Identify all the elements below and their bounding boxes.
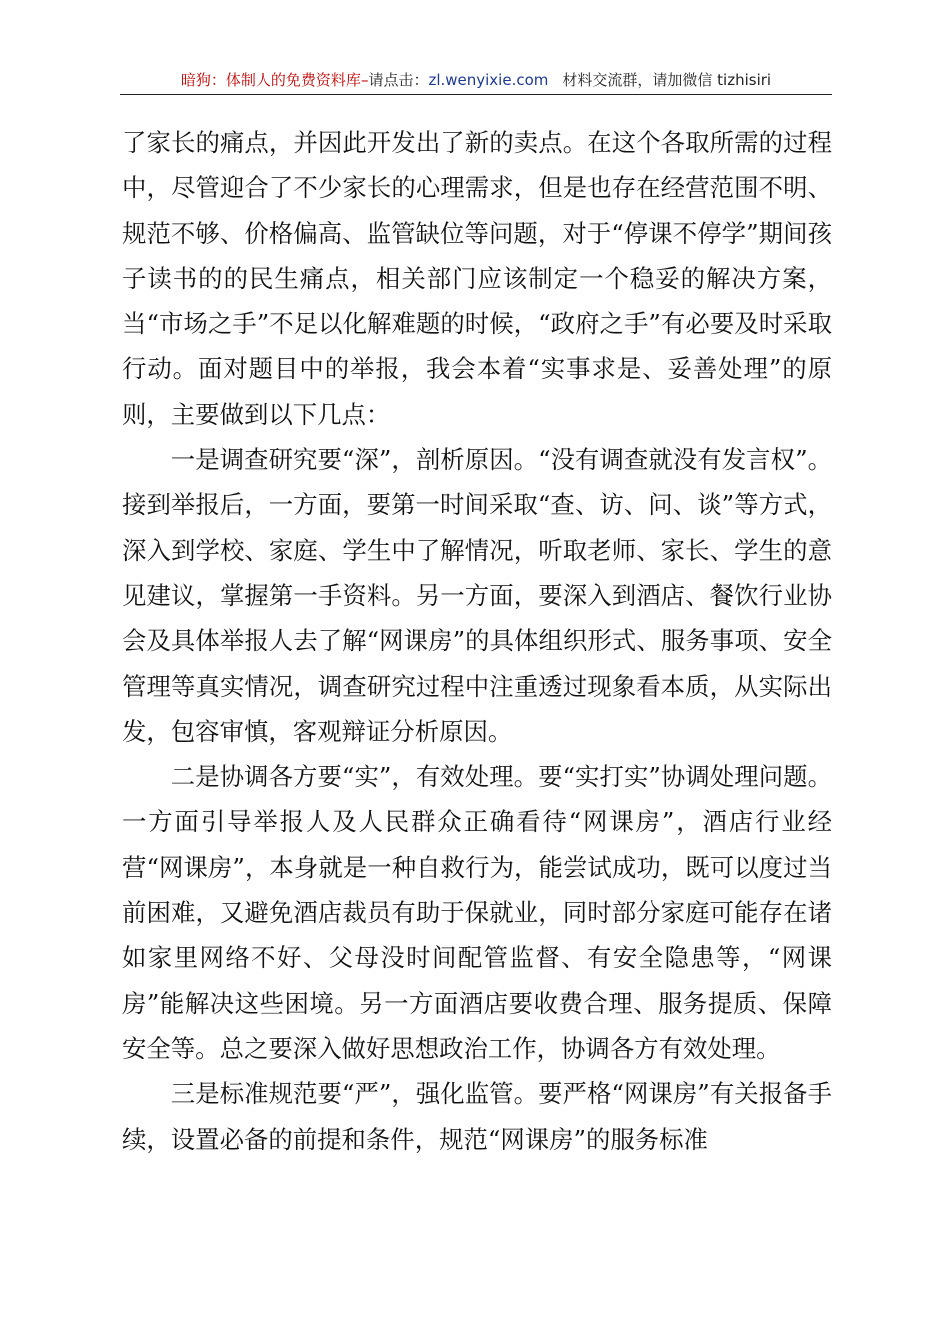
header-prompt: 请点击： <box>368 71 429 89</box>
paragraph-coordination: 二是协调各方要“实”，有效处理。要“实打实”协调处理问题。一方面引导举报人及人民群众正确看待“网课房”，酒店行业经营“网课房”，本身就是一种自救行为，能尝试成功，既可以度过当前困难，又避免酒店裁员有助于保就业，同时部分家庭可能存在诸如家里网络不好、父母没时间配管监督、有安全隐患等，“网课房”能解决这些困境。另一方面酒店要收费合理、服务提质、保障安全等。总之要深入做好思想政治工作，协调各方有效处理。 <box>122 762 832 1063</box>
header-separator: – <box>360 71 369 89</box>
header-contact: 材料交流群，请加微信 tizhisiri <box>562 71 772 89</box>
paragraph-standards: 三是标准规范要“严”，强化监管。要严格“网课房”有关报备手续，设置必备的前提和条件，规范“网课房”的服务标准 <box>122 1079 832 1154</box>
header-link[interactable]: zl.wenyixie.com <box>428 71 549 89</box>
page-header <box>120 66 832 95</box>
paragraph-investigation: 一是调查研究要“深”，剖析原因。“没有调查就没有发言权”。接到举报后，一方面，要第一时间采取“查、访、问、谈”等方式，深入到学校、家庭、学生中了解情况，听取老师、家长、学生的意见建议，掌握第一手资料。另一方面，要深入到酒店、餐饮行业协会及具体举报人去了解“网课房”的具体组织形式、服务事项、安全管理等真实情况，调查研究过程中注重透过现象看本质，从实际出发，包容审慎，客观辩证分析原因。 <box>122 445 832 746</box>
document-body <box>122 120 832 1162</box>
header-brand: 暗狗：体制人的免费资料库 <box>180 71 361 89</box>
paragraph-continuation: 了家长的痛点，并因此开发出了新的卖点。在这个各取所需的过程中，尽管迎合了不少家长的心理需求，但是也存在经营范围不明、规范不够、价格偏高、监管缺位等问题，对于“停课不停学”期间孩子读书的的民生痛点，相关部门应该制定一个稳妥的解决方案，当“市场之手”不足以化解难题的时候，“政府之手”有必要及时采取行动。面对题目中的举报，我会本着“实事求是、妥善处理”的原则，主要做到以下几点： <box>122 128 832 429</box>
